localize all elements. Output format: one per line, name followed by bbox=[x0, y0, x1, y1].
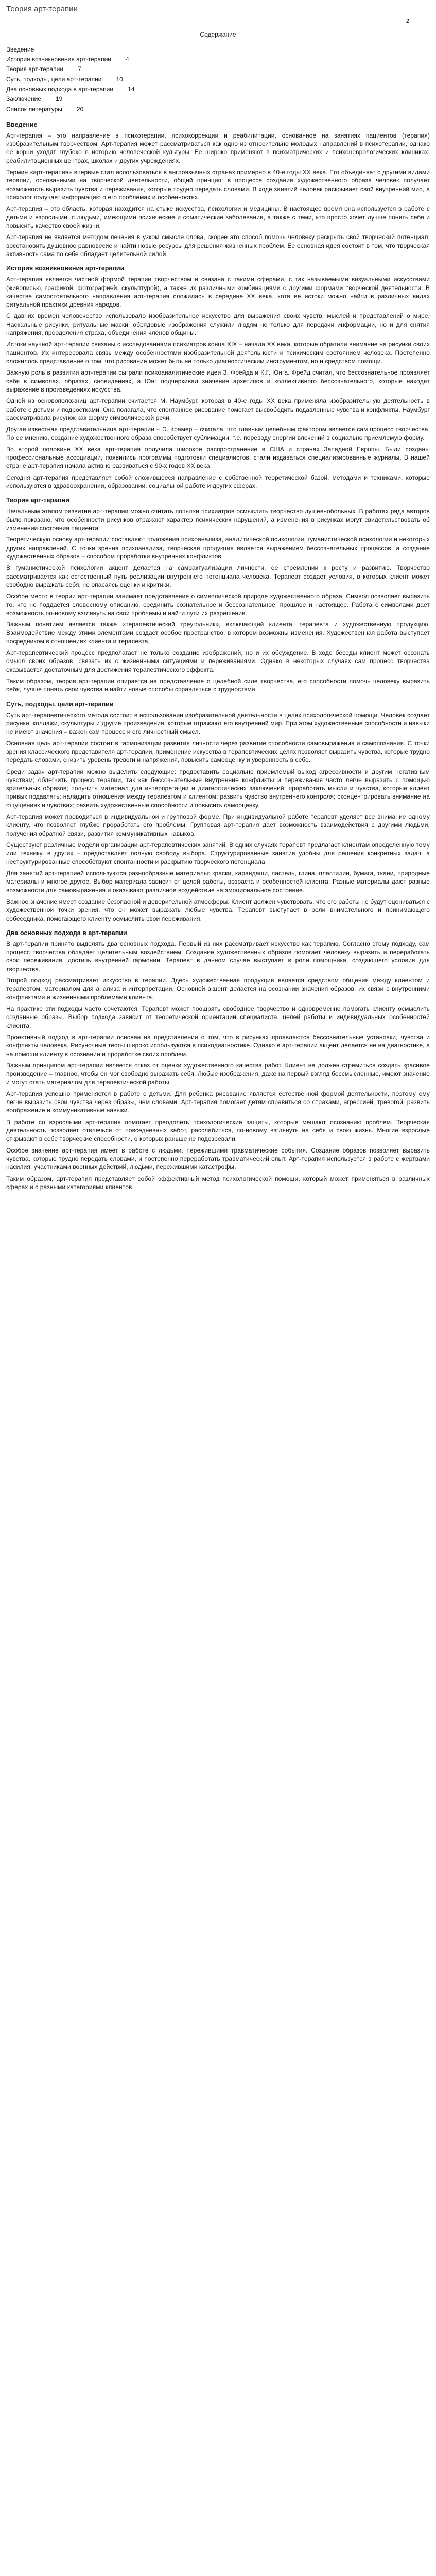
paragraph: Арт-терапия – это область, которая находится на стыке искусства, психологии и медицины. В настоящее время она используется в работе с детьми и взрослыми, с людьми, имеющими психические и соматические заболевания, а также с теми, кто просто хочет лучше понять себя и повысить качество своей жизни. bbox=[6, 205, 430, 229]
section bbox=[6, 264, 430, 490]
paragraph: В арт-терапии принято выделять два основных подхода. Первый из них рассматривает искусство как терапию. Согласно этому подходу, сам процесс творчества обладает целительным воздействием. Создание художественных образов помогает человеку выразить и переработать свои переживания, достичь внутренней гармонии. Терапевт в данном случае выступает в роли помощника, создающего условия для творчества. bbox=[6, 940, 430, 973]
paragraph: Начальным этапом развития арт-терапии можно считать попытки психиатров осмыслить творчество душевнобольных. В работах ряда авторов было показано, что особенности рисунков отражают характер психических нарушений, а изменения в рисунках могут свидетельствовать об изменении состояния пациента. bbox=[6, 507, 430, 532]
paragraph: Арт-терапия успешно применяется в работе с детьми. Для ребенка рисование является естественной формой деятельности, поэтому ему легче выразить свои чувства через образы, чем словами. Арт-терапия помогает детям справиться со страхами, агрессией, тревогой, развить воображение и коммуникативные навыки. bbox=[6, 1090, 430, 1114]
paragraph: Важное значение имеет создание безопасной и доверительной атмосферы. Клиент должен чувствовать, что его работы не будут оцениваться с художественной точки зрения, что он может выражать любые чувства. Терапевт выступает в роли внимательного и принимающего собеседника, помогающего клиенту осмыслить свои переживания. bbox=[6, 897, 430, 922]
section bbox=[6, 929, 430, 1191]
toc-item[interactable] bbox=[6, 75, 430, 83]
paragraph: Сегодня арт-терапия представляет собой сложившееся направление с собственной теоретической базой, методами и техниками, которые используются в здравоохранении, образовании, социальной работе и других сферах. bbox=[6, 473, 430, 490]
paragraph: Особое место в теории арт-терапии занимает представление о символической природе художественного образа. Символ позволяет выразить то, что не поддается словесному описанию, соединить сознательное и бессознательное, прошлое и настоящее. Работа с символами дает возможность по-новому взглянуть на свои проблемы и найти пути их разрешения. bbox=[6, 592, 430, 617]
paragraph: Одной из основоположниц арт-терапии считается М. Наумбург, которая в 40-е годы XX века применяла изобразительную деятельность в работе с детьми и подростками. Она полагала, что спонтанное рисование помогает высвободить подавленные чувства и конфликты. Наумбург рассматривала рисунок как форму символической речи. bbox=[6, 397, 430, 421]
page-number: 2 bbox=[406, 18, 409, 25]
toc-item-text: Введение bbox=[6, 45, 34, 53]
toc-item-text: Теория арт-терапии bbox=[6, 65, 64, 73]
section bbox=[6, 496, 430, 693]
toc-item-text: Список литературы bbox=[6, 105, 62, 113]
paragraph: Среди задач арт-терапии можно выделить следующие: предоставить социально приемлемый выход агрессивности и другим негативным чувствам; облегчить процесс терапии, так как бессознательные внутренние конфликты и переживания часто легче выразить с помощью зрительных образов; получить материал для интерпретации и диагностических заключений; проработать мысли и чувства, которые клиент привык подавлять; наладить отношения между терапевтом и клиентом; развить чувство внутреннего контроля; сконцентрировать внимание на ощущениях и чувствах; развить художественные способности и повысить самооценку. bbox=[6, 768, 430, 809]
paragraph: Арт-терапия – это направление в психотерапии, психокоррекции и реабилитации, основанное на занятиях пациентов (терапия) изобразительным творчеством. Арт-терапия может рассматриваться как одно из относительно молодых направлений в психотерапии, однако ее корни уходят глубоко в историю человеческой культуры. Ее широко применяют в психиатрических и психоневрологических клиниках, реабилитационных центрах, школах и других учреждениях. bbox=[6, 131, 430, 164]
paragraph: Термин «арт-терапия» впервые стал использоваться в англоязычных странах примерно в 40-е годы XX века. Его объединяет с другими видами терапии, основанными на творческой деятельности, общий принцип: в процессе создания художественного образа человек получает возможность выразить чувства и переживания, которые трудно передать словами. В ходе занятий человек раскрывает свой внутренний мир, а психолог получает информацию о его проблемах и особенностях. bbox=[6, 168, 430, 201]
section-heading: Суть, подходы, цели арт-терапии bbox=[6, 700, 114, 708]
paragraph: Арт-терапия может проводиться в индивидуальной и групповой форме. При индивидуальной работе терапевт уделяет все внимание одному клиенту, что позволяет глубже проработать его проблемы. Групповая арт-терапия дает возможность взаимодействия с другими людьми, получения обратной связи, развития коммуникативных навыков. bbox=[6, 813, 430, 837]
toc-item[interactable] bbox=[6, 85, 430, 93]
paragraph: Арт-терапевтический процесс предполагает не только создание изображений, но и их обсуждение. В ходе беседы клиент может осознать смысл своих образов, связать их с жизненными ситуациями и переживаниями. Однако в некоторых случаях сам процесс творчества оказывается достаточным для достижения терапевтического эффекта. bbox=[6, 649, 430, 673]
paragraph: Арт-терапия не является методом лечения в узком смысле слова, скорее это способ помочь человеку раскрыть свой творческий потенциал, восстановить душевное равновесие и найти новые ресурсы для решения жизненных проблем. Ее основная идея состоит в том, что творческая активность сама по себе обладает целительной силой. bbox=[6, 233, 430, 258]
toc-item-page: 19 bbox=[55, 95, 63, 103]
toc-item-text: История возникновения арт-терапии bbox=[6, 55, 111, 63]
paragraph: Истоки научной арт-терапии связаны с исследованиями психиатров конца XIX – начала XX века, которые обратили внимание на рисунки своих пациентов. Их интересовала связь между особенностями изобразительной деятельности и психическим состоянием человека. Постепенно сложилось представление о том, что рисование может быть не только диагностическим инструментом, но и средством помощи. bbox=[6, 341, 430, 365]
paragraph: Проективный подход в арт-терапии основан на представлении о том, что в рисунках проявляются бессознательные установки, чувства и конфликты человека. Рисуночные тесты широко используются в психодиагностике. Однако в арт-терапии акцент делается не на диагностике, а на помощи клиенту в осознании и проработке своих проблем. bbox=[6, 1033, 430, 1058]
section-heading: История возникновения арт-терапии bbox=[6, 265, 125, 273]
paragraph: Важным понятием является также «терапевтический треугольник», включающий клиента, терапевта и художественную продукцию. Взаимодействие между этими элементами создает особое пространство, в котором возможны изменения. Художественная работа выступает посредником в отношениях клиента и терапевта. bbox=[6, 621, 430, 645]
paragraph: Второй подход рассматривает искусство в терапии. Здесь художественная продукция является средством общения между клиентом и терапевтом, материалом для анализа и интерпретации. Основной акцент делается на осознании значения образов, их связи с внутренними конфликтами и жизненными проблемами клиента. bbox=[6, 977, 430, 1001]
paragraph: Арт-терапия является частной формой терапии творчеством и связана с такими сферами, с так называемыми визуальными искусствами (живописью, графикой, фотографией, скульптурой), а также их различными комбинациями с другими формами творческой деятельности. В качестве самостоятельного направления арт-терапия сложилась в середине XX века, хотя ее истоки можно найти в различных видах ритуальной практики древних народов. bbox=[6, 276, 430, 309]
paragraph: В работе со взрослыми арт-терапия помогает преодолеть психологические защиты, которые мешают осознанию проблем. Творческая деятельность позволяет отвлечься от повседневных забот, расслабиться, по-новому взглянуть на себя и свою жизнь. Многие взрослые открывают в себе творческие способности, о которых раньше не подозревали. bbox=[6, 1118, 430, 1143]
table-of-contents bbox=[6, 45, 430, 113]
document-title: Теория арт-терапии bbox=[6, 5, 78, 13]
paragraph: Основная цель арт-терапии состоит в гармонизации развития личности через развитие способности самовыражения и самопознания. С точки зрения классического представителя арт-терапии, применение искусства в терапевтических целях позволяет выразить чувства, которые трудно передать словами, снизить уровень тревоги и напряжения, повысить самооценку и уверенность в себе. bbox=[6, 739, 430, 764]
paragraph: В гуманистической психологии акцент делается на самоактуализации личности, ее стремлении к росту и развитию. Творчество рассматривается как естественный путь реализации внутреннего потенциала человека. Терапевт создает условия, в которых клиент может свободно выражать себя, не опасаясь оценки и критики. bbox=[6, 564, 430, 588]
section-heading: Введение bbox=[6, 121, 38, 128]
toc-heading: Содержание bbox=[200, 31, 236, 39]
section bbox=[6, 121, 430, 258]
document-page bbox=[0, 0, 436, 1206]
toc-item-text: Два основных подхода в арт-терапии bbox=[6, 85, 114, 93]
toc-item-page: 10 bbox=[116, 75, 123, 83]
section bbox=[6, 700, 430, 923]
paragraph: Теоретическую основу арт-терапии составляют положения психоанализа, аналитической психологии, гуманистической психологии и некоторых других направлений. С точки зрения психоанализа, творческая продукция является выражением бессознательных процессов, а создание художественных образов – способом проработки внутренних конфликтов. bbox=[6, 536, 430, 560]
paragraph: Важным принципом арт-терапии является отказ от оценки художественного качества работ. Клиент не должен стремиться создать красивое произведение – главное, чтобы он мог свободно выражать себя. Любые изображения, даже на первый взгляд бессмысленные, имеют значение и могут стать материалом для терапевтической работы. bbox=[6, 1061, 430, 1086]
section-heading: Теория арт-терапии bbox=[6, 497, 69, 504]
toc-item[interactable] bbox=[6, 95, 430, 103]
paragraph: Во второй половине XX века арт-терапия получила широкое распространение в США и странах Западной Европы. Были созданы профессиональные ассоциации, появились программы подготовки специалистов, стали издаваться специализированные журналы. В нашей стране арт-терапия начала активно развиваться с 90-х годов XX века. bbox=[6, 445, 430, 470]
paragraph: Другая известная представительница арт-терапии – Э. Крамер – считала, что главным целебным фактором является сам процесс творчества. По ее мнению, создание художественного образа способствует сублимации, т.е. переводу энергии влечений в социально приемлемую форму. bbox=[6, 426, 430, 442]
paragraph: С давних времен человечество использовало изобразительное искусство для выражения своих чувств, мыслей и представлений о мире. Наскальные рисунки, ритуальные маски, обрядовые изображения служили людям не только для передачи информации, но и для снятия напряжения, преодоления страха, объединения членов общины. bbox=[6, 312, 430, 337]
paragraph: Таким образом, арт-терапия представляет собой эффективный метод психологической помощи, который может применяться в различных сферах и с разными категориями клиентов. bbox=[6, 1175, 430, 1191]
paragraph: Существуют различные модели организации арт-терапевтических занятий. В одних случаях терапевт предлагает клиентам определенную тему или технику, в других – предоставляет полную свободу выбора. Структурированные занятия удобны для решения конкретных задач, а неструктурированные способствуют спонтанности и раскрытию творческого потенциала. bbox=[6, 841, 430, 866]
paragraph: Суть арт-терапевтического метода состоит в использовании изобразительной деятельности в целях психологической помощи. Человек создает рисунки, коллажи, скульптуры и другие произведения, которые отражают его внутренний мир. При этом художественные способности и навыки не имеют значения – важен сам процесс и его личностный смысл. bbox=[6, 711, 430, 736]
toc-item-text: Заключение bbox=[6, 95, 41, 103]
section-heading: Два основных подхода в арт-терапии bbox=[6, 929, 127, 937]
paragraph: Важную роль в развитии арт-терапии сыграли психоаналитические идеи З. Фрейда и К.Г. Юнга. Фрейд считал, что бессознательное проявляет себя в символах, образах, сновидениях, а Юнг подчеркивал значение архетипов и коллективного бессознательного, которые находят выражение в произведениях искусства. bbox=[6, 369, 430, 393]
toc-item[interactable] bbox=[6, 55, 430, 63]
toc-item-page: 4 bbox=[125, 55, 129, 63]
toc-item[interactable] bbox=[6, 65, 430, 73]
toc-item-text: Суть, подходы, цели арт-терапии bbox=[6, 75, 102, 83]
paragraph: Для занятий арт-терапией используются разнообразные материалы: краски, карандаши, пастель, глина, пластилин, бумага, ткани, природные материалы и многое другое. Выбор материала зависит от целей работы, возраста и особенностей клиента. Разные материалы дают разные возможности для самовыражения и оказывают различное воздействие на эмоциональное состояние. bbox=[6, 869, 430, 894]
toc-item-page: 20 bbox=[76, 105, 84, 113]
paragraph: Таким образом, теория арт-терапии опирается на представление о целебной силе творчества, его способности помочь человеку выразить себя, лучше понять свои чувства и найти новые способы справляться с трудностями. bbox=[6, 677, 430, 693]
toc-item[interactable] bbox=[6, 45, 430, 54]
toc-item[interactable] bbox=[6, 105, 430, 113]
document-body bbox=[6, 121, 430, 1191]
toc-item-page: 7 bbox=[78, 65, 81, 73]
toc-item-page: 14 bbox=[128, 85, 135, 93]
paragraph: На практике эти подходы часто сочетаются. Терапевт может поощрять свободное творчество и одновременно помогать клиенту осмыслить созданные образы. Выбор подхода зависит от теоретической ориентации специалиста, целей работы и индивидуальных особенностей клиента. bbox=[6, 1005, 430, 1029]
paragraph: Особое значение арт-терапия имеет в работе с людьми, пережившими травматические события. Создание образов позволяет выразить чувства, которые трудно передать словами, и постепенно переработать травматический опыт. Арт-терапия используется в работе с жертвами насилия, участниками военных действий, людьми, пережившими катастрофы. bbox=[6, 1146, 430, 1171]
